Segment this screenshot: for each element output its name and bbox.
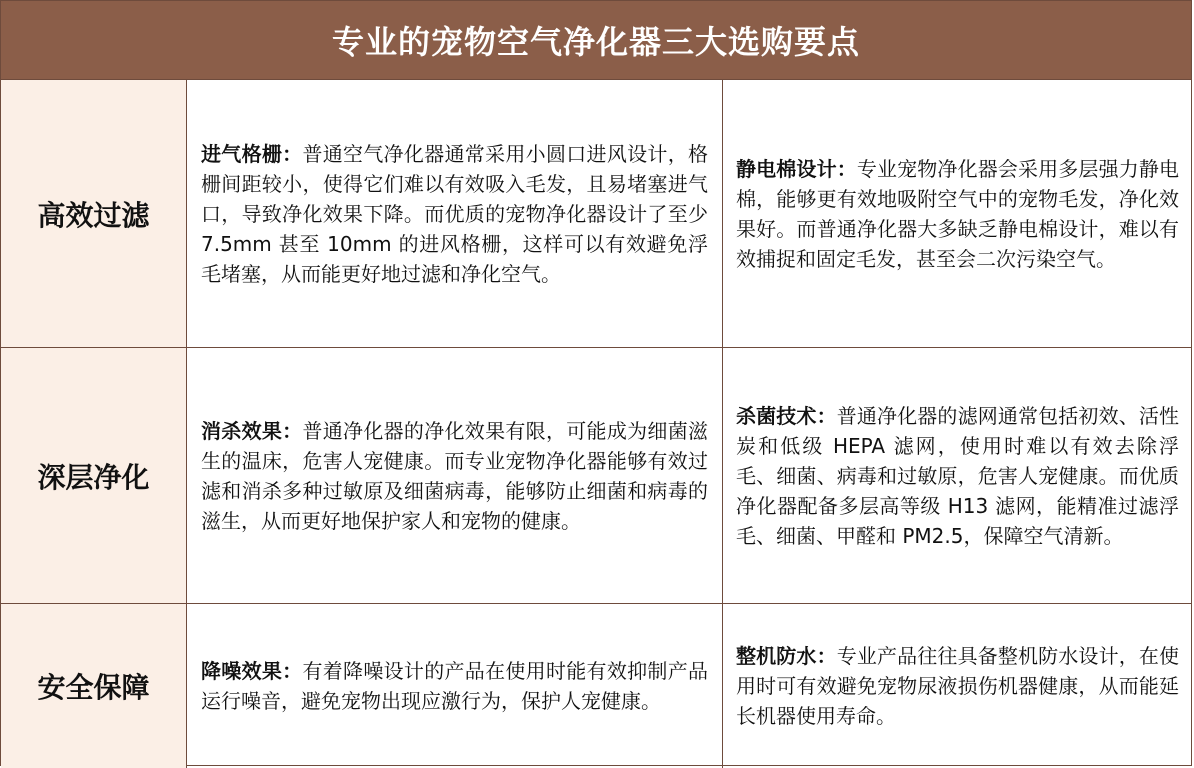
table-row <box>1 79 1191 348</box>
left-cell <box>187 80 723 348</box>
cell-body: 专业宠物净化器会采用多层强力静电棉，能够更有效地吸附空气中的宠物毛发，净化效果好。而普通净化器大多缺乏静电棉设计，难以有效捕捉和固定毛发，甚至会二次污染空气。 <box>736 157 1180 271</box>
right-cell <box>724 80 1191 348</box>
table-row <box>1 603 1191 768</box>
cell-text <box>201 656 708 716</box>
cell-label: 消杀效果： <box>201 419 303 443</box>
cell-body: 普通净化器的滤网通常包括初效、活性炭和低级 HEPA 滤网，使用时难以有效去除浮毛、细菌、病毒和过敏原，危害人宠健康。而优质净化器配备多层高等级 H13 滤网，能精准过滤浮毛、细菌、甲醛和 PM2.5，保障空气清新。 <box>736 404 1180 548</box>
right-cell <box>724 604 1191 768</box>
cell-label: 进气格栅： <box>201 142 303 166</box>
row-category: 安全保障 <box>1 604 187 768</box>
cell-label: 降噪效果： <box>201 659 303 683</box>
cell-body: 普通空气净化器通常采用小圆口进风设计，格栅间距较小，使得它们难以有效吸入毛发，且易堵塞进气口，导致净化效果下降。而优质的宠物净化器设计了至少 7.5mm 甚至 10mm 的进风格栅，这样可以有效避免浮毛堵塞，从而能更好地过滤和净化空气。 <box>201 142 709 286</box>
cell-label: 静电棉设计： <box>736 157 857 181</box>
cell-label: 杀菌技术： <box>736 404 837 428</box>
table-title: 专业的宠物空气净化器三大选购要点 <box>1 1 1191 79</box>
row-category: 深层净化 <box>1 348 187 604</box>
cell-label: 整机防水： <box>736 644 837 668</box>
left-cell <box>187 604 723 768</box>
cell-body: 有着降噪设计的产品在使用时能有效抑制产品运行噪音，避免宠物出现应激行为，保护人宠健康。 <box>201 659 709 713</box>
right-cell <box>724 348 1191 604</box>
row-category: 高效过滤 <box>1 80 187 348</box>
cell-text <box>201 416 708 536</box>
cell-text <box>736 641 1179 731</box>
cell-text <box>736 154 1179 274</box>
left-cell <box>187 348 723 604</box>
table-row <box>1 347 1191 604</box>
cell-body: 普通净化器的净化效果有限，可能成为细菌滋生的温床，危害人宠健康。而专业宠物净化器能够有效过滤和消杀多种过敏原及细菌病毒，能够防止细菌和病毒的滋生，从而更好地保护家人和宠物的健康。 <box>201 419 709 533</box>
cell-body: 专业产品往往具备整机防水设计，在使用时可有效避免宠物尿液损伤机器健康，从而能延长机器使用寿命。 <box>736 644 1180 728</box>
cell-text <box>736 401 1179 551</box>
cell-text <box>201 139 708 289</box>
